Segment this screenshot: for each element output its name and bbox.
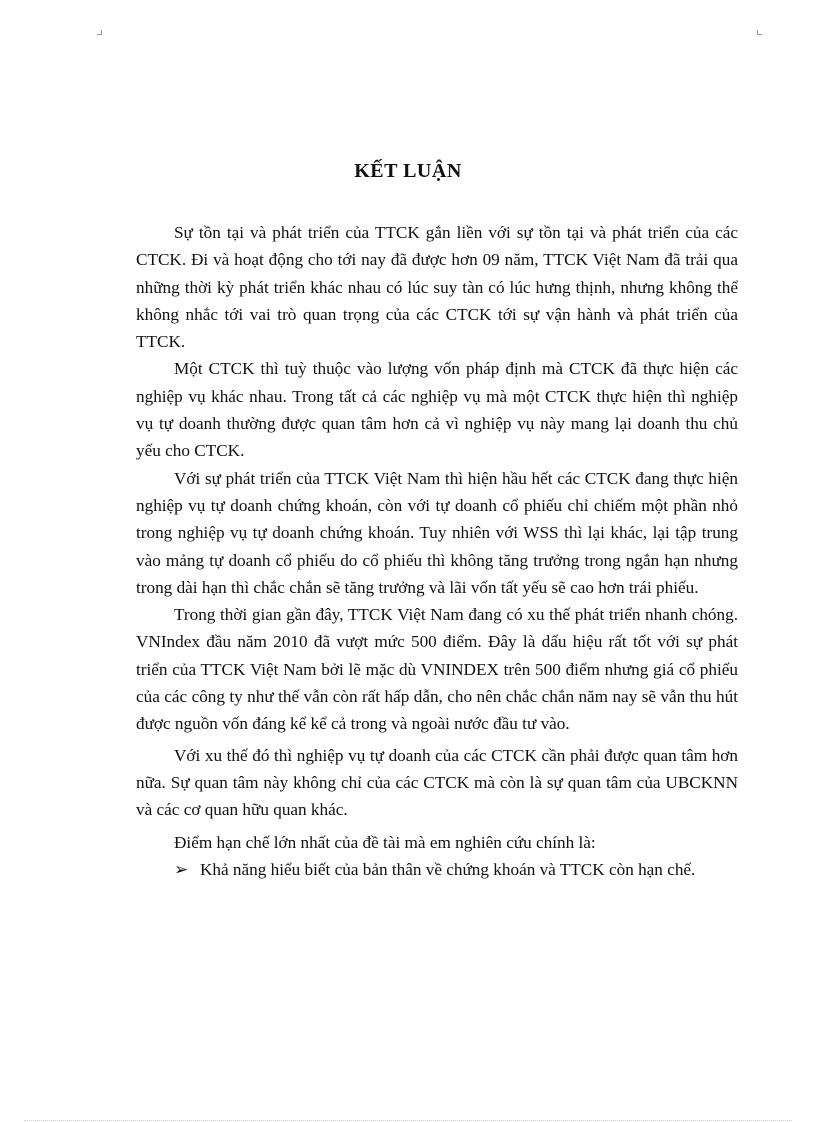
paragraph-1: Sự tồn tại và phát triển của TTCK gắn liền với sự tồn tại và phát triển của các CTCK. Đi và hoạt động cho tới nay đã được hơn 09 năm, TTCK Việt Nam đã trải qua những thời kỳ phát triển khác nhau có lúc suy tàn có lúc hưng thịnh, nhưng không thể không nhắc tới vai trò quan trọng của các CTCK tới sự vận hành và phát triển của TTCK.	[136, 223, 738, 352]
bullet-item	[136, 856, 738, 883]
document-body	[136, 219, 738, 883]
paragraph-6: Điểm hạn chế lớn nhất của đề tài mà em nghiên cứu chính là:	[174, 832, 596, 852]
crop-mark-top-left	[97, 30, 102, 35]
crop-mark-top-right	[757, 30, 762, 35]
paragraph-4: Trong thời gian gần đây, TTCK Việt Nam đang có xu thế phát triển nhanh chóng. VNIndex đầu năm 2010 đã vượt mức 500 điểm. Đây là dấu hiệu rất tốt với sự phát triển của TTCK Việt Nam bởi lẽ mặc dù VNINDEX trên 500 điểm nhưng giá cổ phiếu của các công ty như thế vẫn còn rất hấp dẫn, cho nên chắc chắn năm nay sẽ vẫn thu hút được nguồn vốn đáng kể kể cả trong và ngoài nước đầu tư vào.	[136, 605, 738, 734]
page-bottom-rule	[24, 1120, 792, 1121]
bullet-text: Khả năng hiểu biết của bản thân về chứng khoán và TTCK còn hạn chế.	[200, 859, 696, 879]
arrow-bullet-icon: ➢	[174, 859, 189, 879]
paragraph-3: Với sự phát triển của TTCK Việt Nam thì hiện hầu hết các CTCK đang thực hiện nghiệp vụ tự doanh chứng khoán, còn với tự doanh cổ phiếu chỉ chiếm một phần nhỏ trong nghiệp vụ tự doanh chứng khoán. Tuy nhiên với WSS thì lại khác, lại tập trung vào mảng tự doanh cổ phiếu do cổ phiếu thì không tăng trưởng trong ngắn hạn nhưng trong dài hạn thì chắc chắn sẽ tăng trưởng và lãi vốn tất yếu sẽ cao hơn trái phiếu.	[136, 468, 738, 597]
paragraph-2: Một CTCK thì tuỳ thuộc vào lượng vốn pháp định mà CTCK đã thực hiện các nghiệp vụ khác nhau. Trong tất cả các nghiệp vụ mà một CTCK thực hiện thì nghiệp vụ tự doanh thường được quan tâm hơn cả vì nghiệp vụ này mang lại doanh thu chủ yếu cho CTCK.	[136, 359, 738, 461]
paragraph-5: Với xu thế đó thì nghiệp vụ tự doanh của các CTCK cần phải được quan tâm hơn nữa. Sự quan tâm này không chỉ của các CTCK mà còn là sự quan tâm của UBCKNN và các cơ quan hữu quan khác.	[136, 745, 738, 820]
page-title: KẾT LUẬN	[354, 160, 462, 182]
